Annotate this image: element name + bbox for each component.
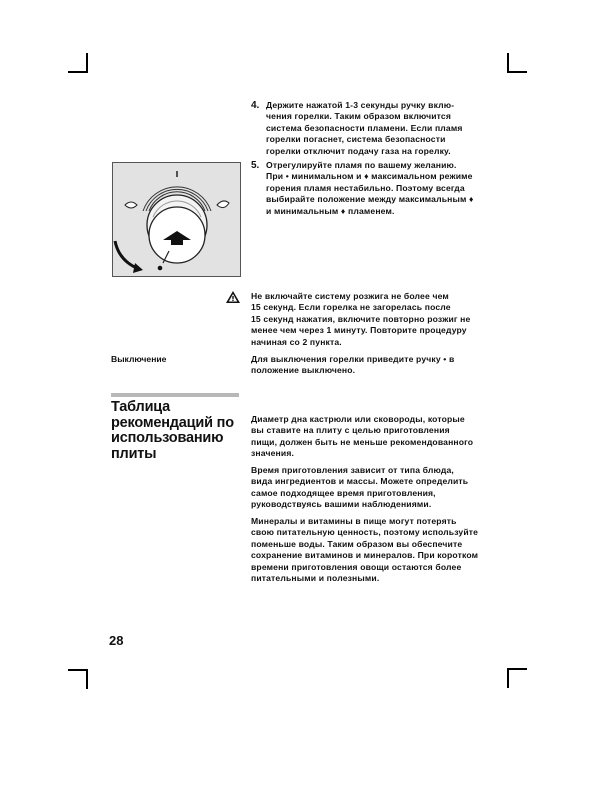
heading-line: плиты [111, 445, 157, 462]
step-number: 5. [251, 160, 260, 171]
section-heading [111, 400, 251, 462]
warning-triangle-icon [226, 290, 240, 308]
text-line: менее чем через 1 минуту. Повторите процедуру [251, 325, 467, 336]
text-line: вида ингредиентов и массы. Можете определить [251, 476, 469, 487]
crop-mark-bottom-right-v [507, 668, 509, 688]
paragraph-vitamins [251, 516, 501, 584]
paragraph-diameter [251, 414, 501, 460]
knob-icon [113, 163, 240, 276]
text-line: самое подходящее время приготовления, [251, 487, 436, 498]
crop-mark-bottom-left-v [86, 669, 88, 689]
switch-off-text [251, 354, 501, 377]
step-number: 4. [251, 100, 260, 111]
page-number: 28 [109, 633, 124, 648]
text-line: поменьше воды. Таким образом вы обеспечите [251, 538, 463, 549]
text-line: руководствуясь вашими наблюдениями. [251, 499, 432, 510]
text-line: питательными и полезными. [251, 573, 380, 584]
section-divider [111, 393, 239, 397]
text-line: пищи, должен быть не меньше рекомендованного [251, 436, 474, 447]
crop-mark-bottom-right-h [507, 668, 527, 670]
text-line: Не включайте систему розжига не более чем [251, 291, 449, 301]
flame-large-icon [217, 201, 229, 208]
text-line: 15 секунд. Если горелка не загорелась после [251, 302, 451, 313]
warning-text [251, 291, 501, 348]
text-line: Минералы и витамины в пище могут потерять [251, 516, 457, 526]
text-line: 15 секунд нажатия, включите повторно розжиг не [251, 313, 471, 324]
text-line: Диаметр дна кастрюли или сковороды, которые [251, 414, 465, 424]
crop-mark-top-left-v [86, 53, 88, 73]
text-line: времени приготовления овощи остаются более [251, 561, 462, 572]
text-line: Для выключения горелки приведите ручку • в [251, 354, 455, 364]
text-line: горелки погаснет, система безопасности [266, 134, 446, 145]
text-line: система безопасности пламени. Если пламя [266, 122, 463, 133]
text-line: сохранение витаминов и минералов. При коротком [251, 550, 479, 561]
text-line: При • минимальном и ♦ максимальном режиме [266, 171, 473, 182]
crop-mark-top-right-h [507, 71, 527, 73]
text-line: Отрегулируйте пламя по вашему желанию. [266, 160, 457, 170]
text-line: и минимальным ♦ пламенем. [266, 205, 395, 216]
text-line: вы ставите на плиту с целью приготовления [251, 425, 450, 436]
crop-mark-bottom-left-h [68, 669, 88, 671]
knob-illustration [112, 162, 241, 277]
heading-line: использованию [111, 430, 224, 446]
text-line: Держите нажатой 1-3 секунды ручку вклю- [266, 100, 455, 110]
flame-small-icon [125, 202, 137, 208]
text-line: значения. [251, 448, 295, 459]
paragraph-cooking-time [251, 465, 501, 511]
text-line: выбирайте положение между максимальным ♦ [266, 194, 474, 205]
text-line: горелки отключит подачу газа на горелку. [266, 145, 451, 156]
heading-line: Таблица [111, 399, 171, 415]
text-line: чения горелки. Таким образом включится [266, 111, 452, 122]
crop-mark-top-left-h [68, 71, 88, 73]
text-line: начиная со 2 пункта. [251, 336, 342, 347]
switch-off-label: Выключение [111, 354, 167, 364]
step-5-text [266, 160, 506, 217]
step-4-text [266, 100, 496, 157]
text-line: положение выключено. [251, 365, 356, 376]
text-line: горения пламя нестабильно. Поэтому всегда [266, 182, 465, 193]
heading-line: рекомендаций по [111, 414, 234, 431]
text-line: Время приготовления зависит от типа блюда, [251, 465, 454, 475]
crop-mark-top-right-v [507, 53, 509, 73]
text-line: свою питательную ценность, поэтому используйте [251, 527, 479, 538]
